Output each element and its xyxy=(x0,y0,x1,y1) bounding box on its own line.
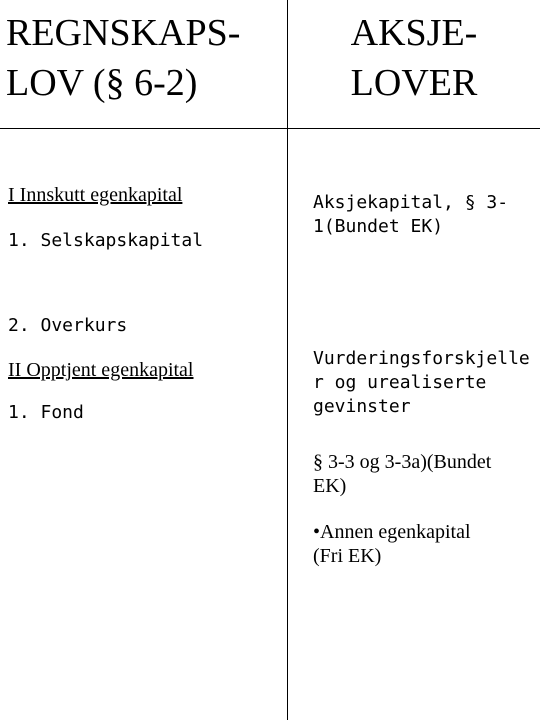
left-heading-line-2: LOV (§ 6-2) xyxy=(6,62,198,104)
section-innskutt-egenkapital: I Innskutt egenkapital xyxy=(8,184,183,206)
entry-annen-egenkapital-line-2: (Fri EK) xyxy=(313,545,382,567)
right-heading-line-2: LOVER xyxy=(350,62,478,104)
entry-aksjekapital-line-2: 1(Bundet EK) xyxy=(313,216,444,237)
item-selskapskapital: 1. Selskapskapital xyxy=(8,230,204,251)
right-column-heading xyxy=(288,8,540,108)
entry-annen-egenkapital xyxy=(313,520,538,568)
entry-vurderingsforskjeller-line-1: Vurderingsforskjelle xyxy=(313,348,530,369)
column-divider xyxy=(287,0,288,720)
entry-annen-egenkapital-line-1: •Annen egenkapital xyxy=(313,521,471,543)
right-heading-line-1: AKSJE- xyxy=(350,12,478,54)
entry-vurderingsforskjeller-line-2: r og urealiserte xyxy=(313,372,487,393)
item-fond: 1. Fond xyxy=(8,402,84,423)
entry-aksjekapital-line-1: Aksjekapital, § 3- xyxy=(313,192,509,213)
entry-bundet-ek-paragraf xyxy=(313,450,538,498)
item-overkurs: 2. Overkurs xyxy=(8,315,128,336)
entry-vurderingsforskjeller-line-3: gevinster xyxy=(313,396,411,417)
left-column-heading xyxy=(6,8,286,108)
entry-bundet-ek-line-1: § 3-3 og 3-3a)(Bundet xyxy=(313,451,492,473)
entry-aksjekapital xyxy=(313,191,538,239)
header-divider xyxy=(0,128,540,129)
section-opptjent-egenkapital: II Opptjent egenkapital xyxy=(8,359,194,381)
entry-bundet-ek-line-2: EK) xyxy=(313,475,347,497)
left-heading-line-1: REGNSKAPS- xyxy=(6,12,241,54)
entry-vurderingsforskjeller xyxy=(313,347,538,419)
